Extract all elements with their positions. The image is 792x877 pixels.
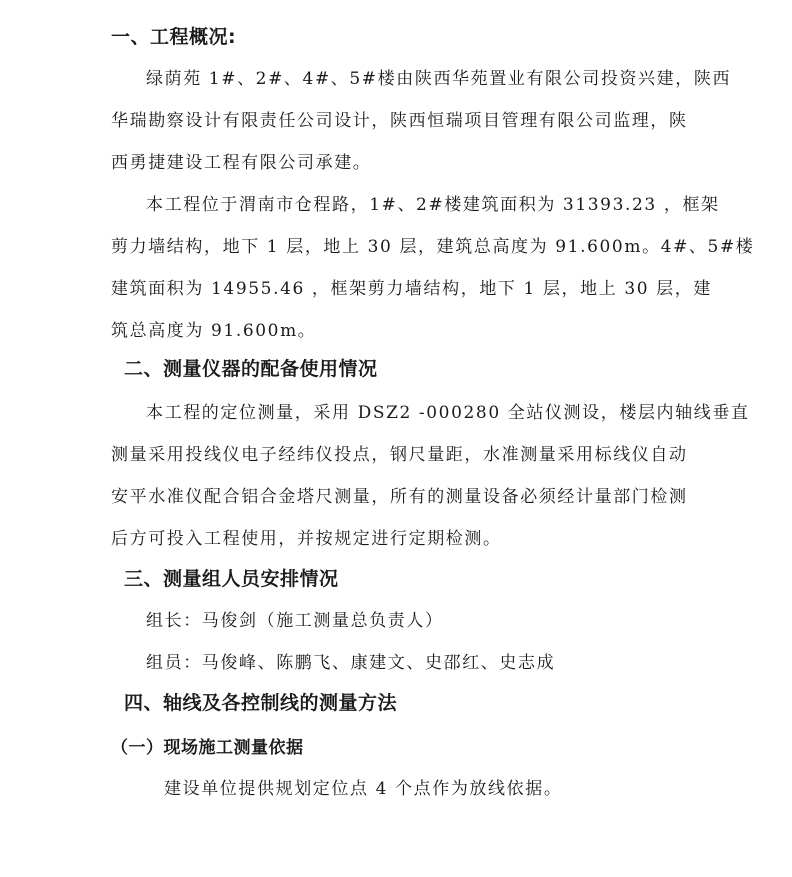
paragraph-line: 筑总高度为 91.600m。 xyxy=(111,321,317,341)
paragraph-line: 本工程的定位测量，采用 DSZ2 -000280 全站仪测设，楼层内轴线垂直 xyxy=(146,403,750,423)
paragraph-line: 本工程位于渭南市仓程路，1#、2#楼建筑面积为 31393.23 ，框架 xyxy=(146,195,720,215)
paragraph-line: 测量采用投线仪电子经纬仪投点，钢尺量距，水准测量采用标线仪自动 xyxy=(111,445,688,465)
paragraph-line: 绿荫苑 1#、2#、4#、5#楼由陕西华苑置业有限公司投资兴建，陕西 xyxy=(146,69,732,89)
paragraph-line: 华瑞勘察设计有限责任公司设计，陕西恒瑞项目管理有限公司监理，陕 xyxy=(111,111,688,131)
team-members-line: 组员：马俊峰、陈鹏飞、康建文、史邵红、史志成 xyxy=(146,653,556,673)
section-3-title: 三、测量组人员安排情况 xyxy=(124,568,339,590)
paragraph-line: 西勇捷建设工程有限公司承建。 xyxy=(111,153,372,173)
section-1-title: 一、工程概况: xyxy=(111,26,237,48)
paragraph-line: 后方可投入工程使用，并按规定进行定期检测。 xyxy=(111,529,502,549)
paragraph-line: 剪力墙结构，地下 1 层，地上 30 层，建筑总高度为 91.600m。4#、5#楼 xyxy=(111,237,755,257)
subsection-1-title: （一）现场施工测量依据 xyxy=(111,738,304,758)
paragraph-line: 建筑面积为 14955.46 ，框架剪力墙结构，地下 1 层，地上 30 层，建 xyxy=(111,279,712,299)
paragraph-line: 建设单位提供规划定位点 4 个点作为放线依据。 xyxy=(164,779,563,799)
paragraph-line: 安平水准仪配合铝合金塔尺测量，所有的测量设备必须经计量部门检测 xyxy=(111,487,688,507)
section-2-title: 二、测量仪器的配备使用情况 xyxy=(124,358,378,380)
team-leader-line: 组长：马俊剑（施工测量总负责人） xyxy=(146,611,444,631)
section-4-title: 四、轴线及各控制线的测量方法 xyxy=(124,692,398,714)
